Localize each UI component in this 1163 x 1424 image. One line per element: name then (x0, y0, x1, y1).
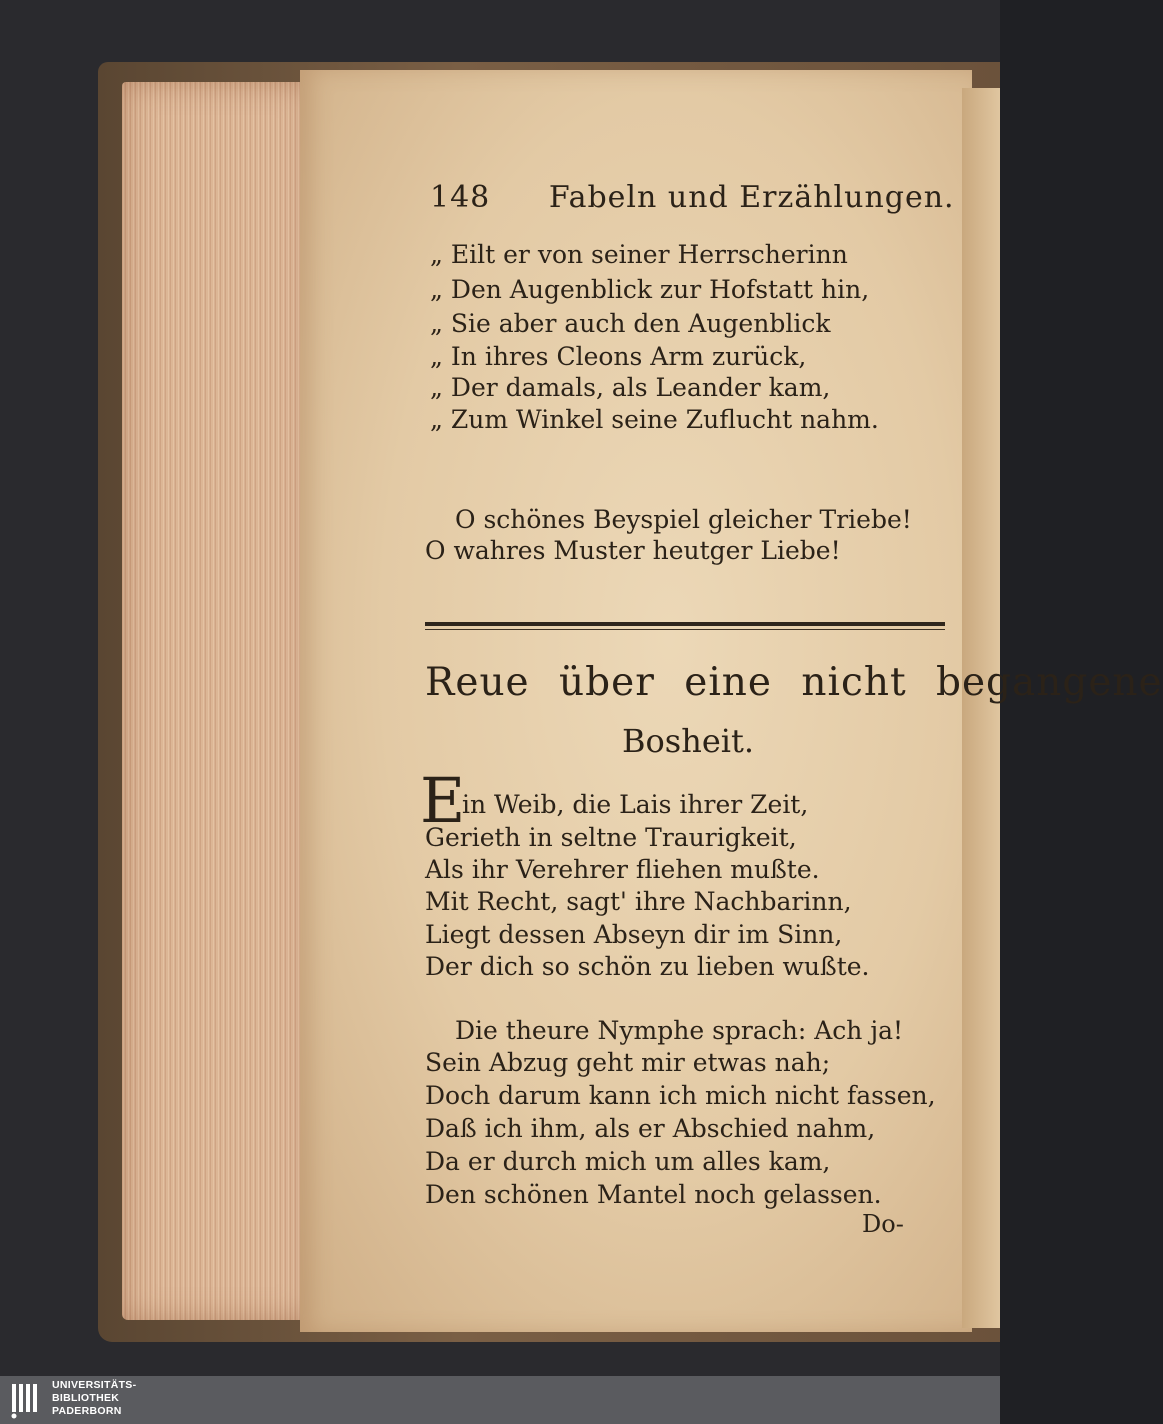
catchword: Do- (862, 1210, 904, 1238)
moral-line: O wahres Muster heutger Liebe! (425, 536, 841, 565)
library-name: UNIVERSITÄTS- BIBLIOTHEK PADERBORN (52, 1379, 137, 1417)
verse-line: Den schönen Mantel noch gelassen. (425, 1180, 882, 1209)
verse-line: „ Der damals, als Leander kam, (430, 373, 831, 402)
running-title: Fabeln und Erzählungen. (548, 180, 955, 215)
verse-line: „ Zum Winkel seine Zuflucht nahm. (430, 405, 879, 434)
library-footer (0, 1376, 1000, 1424)
verse-line: Doch darum kann ich mich nicht fassen, (425, 1081, 936, 1110)
verse-line: Daß ich ihm, als er Abschied nahm, (425, 1114, 876, 1143)
verse-line: Da er durch mich um alles kam, (425, 1147, 831, 1176)
section-rule-thin (425, 629, 945, 630)
library-logo-icon (8, 1380, 44, 1420)
verse-line: Mit Recht, sagt' ihre Nachbarinn, (425, 887, 852, 916)
drop-capital: E (420, 764, 466, 837)
section-rule (425, 622, 945, 626)
verse-line: „ Den Augenblick zur Hofstatt hin, (430, 275, 870, 304)
poem-title-cont: Bosheit. (622, 722, 755, 760)
facing-page-edge (962, 88, 1000, 1328)
running-header (430, 180, 955, 215)
verse-line: Sein Abzug geht mir etwas nah; (425, 1048, 831, 1077)
verse-line: „ In ihres Cleons Arm zurück, (430, 342, 807, 371)
moral-line: O schönes Beyspiel gleicher Triebe! (455, 505, 912, 534)
verse-line: Gerieth in seltne Traurigkeit, (425, 823, 797, 852)
poem-title: Reue über eine nicht begangene (425, 660, 1163, 705)
page-edges (122, 82, 312, 1320)
verse-line: in Weib, die Lais ihrer Zeit, (462, 790, 809, 819)
page-number: 148 (430, 180, 491, 215)
verse-line: Die theure Nymphe sprach: Ach ja! (455, 1016, 904, 1045)
verse-line: „ Eilt er von seiner Herrscherinn (430, 240, 848, 269)
verse-line: Als ihr Verehrer fliehen mußte. (425, 855, 820, 884)
verse-line: Liegt dessen Abseyn dir im Sinn, (425, 920, 843, 949)
verse-line: „ Sie aber auch den Augenblick (430, 309, 831, 338)
verse-line: Der dich so schön zu lieben wußte. (425, 952, 870, 981)
